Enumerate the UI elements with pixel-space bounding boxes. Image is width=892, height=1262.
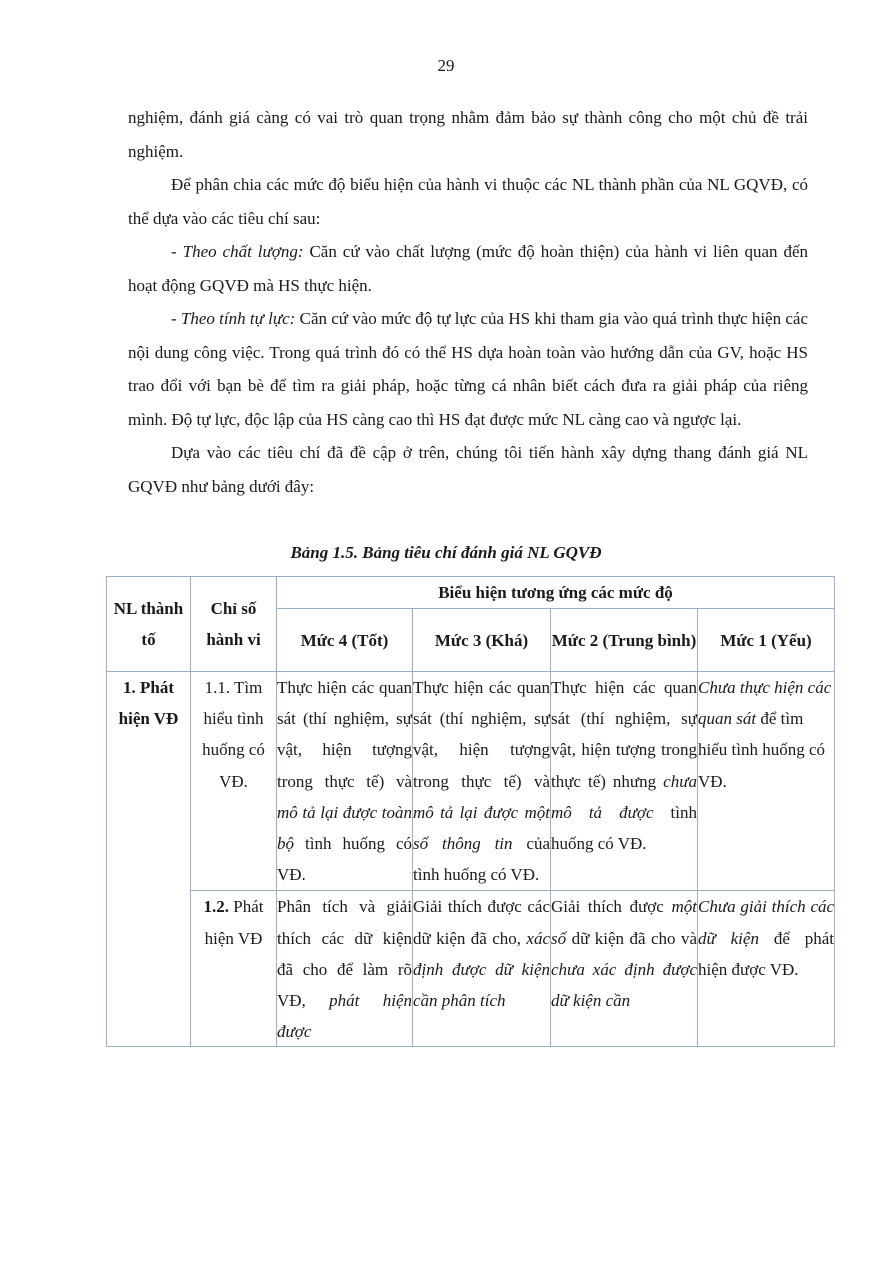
indicator-cell: 1.1. Tìm hiểu tình huống có VĐ.	[191, 672, 277, 891]
table-row	[107, 891, 835, 1047]
component-cell: 1. Phát hiện VĐ	[107, 672, 191, 1047]
header-level-2: Mức 2 (Trung bình)	[551, 609, 698, 672]
header-level-4: Mức 4 (Tốt)	[277, 609, 413, 672]
criterion-quality-text: Căn cứ vào chất lượng (mức độ hoàn thiện) của hành vi liên quan đến hoạt động GQVĐ mà HS thực hiện.	[128, 242, 808, 295]
level-3-cell: Giải thích được các dữ kiện đã cho, xác định được dữ kiện cần phân tích	[413, 891, 551, 1047]
criterion-autonomy-label: - Theo tính tự lực:	[171, 309, 296, 328]
table-caption: Bảng 1.5. Bảng tiêu chí đánh giá NL GQVĐ	[290, 543, 602, 562]
table-row	[107, 672, 835, 891]
page-number: 29	[437, 56, 455, 75]
paragraph-1: nghiệm, đánh giá càng có vai trò quan trọng nhằm đảm bảo sự thành công cho một chủ đề trải nghiệm.	[128, 108, 808, 161]
level-4-cell: Thực hiện các quan sát (thí nghiệm, sự vật, hiện tượng trong thực tế) và mô tả lại được toàn bộ tình huống có VĐ.	[277, 672, 413, 891]
criteria-table	[106, 576, 835, 1047]
paragraph-5: Dựa vào các tiêu chí đã đề cập ở trên, chúng tôi tiến hành xây dựng thang đánh giá NL GQVĐ như bảng dưới đây:	[128, 443, 808, 496]
criterion-autonomy-text: Căn cứ vào mức độ tự lực của HS khi tham gia vào quá trình thực hiện các nội dung công việc. Trong quá trình đó có thể HS dựa hoàn toàn vào hướng dẫn của GV, hoặc HS trao đổi với bạn bè để tìm ra giải pháp, hoặc từng cá nhân biết cách đưa ra giải pháp của riêng mình. Độ tự lực, độc lập của HS càng cao thì HS đạt được mức NL càng cao và ngược lại.	[128, 309, 808, 429]
body-text	[128, 101, 808, 503]
level-1-cell: Chưa thực hiện các quan sát để tìm hiểu tình huống có VĐ.	[698, 672, 835, 891]
header-indicator: Chỉ số hành vi	[191, 577, 277, 672]
indicator-cell: 1.2. Phát hiện VĐ	[191, 891, 277, 1047]
paragraph-autonomy	[128, 302, 808, 436]
table-header-row	[107, 577, 835, 609]
level-1-cell: Chưa giải thích các dữ kiện để phát hiện được VĐ.	[698, 891, 835, 1047]
header-component: NL thành tố	[107, 577, 191, 672]
level-2-cell: Giải thích được một số dữ kiện đã cho và chưa xác định được dữ kiện cần	[551, 891, 698, 1047]
header-level-1: Mức 1 (Yếu)	[698, 609, 835, 672]
criterion-quality-label: - Theo chất lượng:	[171, 242, 304, 261]
header-level-3: Mức 3 (Khá)	[413, 609, 551, 672]
level-2-cell: Thực hiện các quan sát (thí nghiệm, sự vật, hiện tượng trong thực tế) nhưng chưa mô tả được tình huống có VĐ.	[551, 672, 698, 891]
level-4-cell: Phân tích và giải thích các dữ kiện đã cho để làm rõ VĐ, phát hiện được	[277, 891, 413, 1047]
header-levels-group: Biểu hiện tương ứng các mức độ	[277, 577, 835, 609]
paragraph-quality	[128, 235, 808, 302]
level-3-cell: Thực hiện các quan sát (thí nghiệm, sự vật, hiện tượng trong thực tế) và mô tả lại được một số thông tin của tình huống có VĐ.	[413, 672, 551, 891]
paragraph-2: Để phân chia các mức độ biểu hiện của hành vi thuộc các NL thành phần của NL GQVĐ, có thể dựa vào các tiêu chí sau:	[128, 175, 808, 228]
